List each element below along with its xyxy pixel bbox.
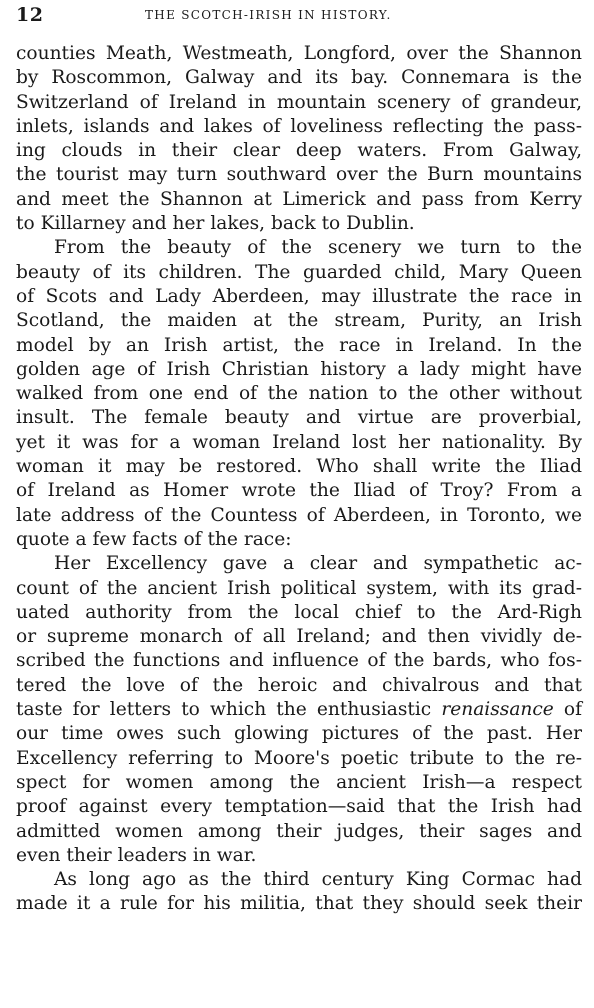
body-text bbox=[16, 42, 582, 917]
text-line: From the beauty of the scenery we turn to the bbox=[54, 237, 582, 259]
paragraph-3 bbox=[16, 552, 582, 868]
text-line: beauty of its children. The guarded child, Mary Queen bbox=[16, 261, 582, 283]
paragraph-2 bbox=[16, 236, 582, 552]
text-line: scribed the functions and influence of the bards, who fos- bbox=[16, 650, 582, 672]
text-line: proof against every temptation—said that the Irish had bbox=[16, 796, 582, 818]
text-line: the tourist may turn southward over the Burn mountains bbox=[16, 164, 582, 186]
italic-word: renaissance bbox=[441, 699, 554, 721]
text-line: admitted women among their judges, their sages and bbox=[16, 820, 582, 842]
paragraph-1 bbox=[16, 42, 582, 236]
text-line: inlets, islands and lakes of loveliness reflecting the pass- bbox=[16, 115, 582, 137]
page-number: 12 bbox=[16, 4, 44, 26]
text-line: even their leaders in war. bbox=[16, 844, 257, 866]
text-line: Excellency referring to Moore's poetic tribute to the re- bbox=[16, 747, 582, 769]
text-line: counties Meath, Westmeath, Longford, over the Shannon bbox=[16, 43, 582, 64]
text-line: by Roscommon, Galway and its bay. Connemara is the bbox=[16, 67, 582, 89]
text-line: count of the ancient Irish political system, with its grad- bbox=[16, 577, 582, 599]
text-line: uated authority from the local chief to the Ard-Righ bbox=[16, 601, 582, 623]
text-line: to Killarney and her lakes, back to Dublin. bbox=[16, 213, 415, 235]
text-line: of Scots and Lady Aberdeen, may illustrate the race in bbox=[16, 285, 582, 307]
text-line: Her Excellency gave a clear and sympathetic ac- bbox=[54, 553, 582, 575]
text-line: As long ago as the third century King Cormac had bbox=[54, 869, 582, 891]
text-line-with-italic bbox=[16, 698, 582, 722]
text-line: late address of the Countess of Aberdeen, in Toronto, we bbox=[16, 504, 582, 526]
text-segment: of bbox=[553, 699, 582, 721]
text-line: quote a few facts of the race: bbox=[16, 528, 292, 550]
text-line: golden age of Irish Christian history a lady might have bbox=[16, 358, 582, 380]
text-line: made it a rule for his militia, that they should seek their bbox=[16, 893, 582, 915]
text-line: spect for women among the ancient Irish—a respect bbox=[16, 771, 582, 793]
text-line: of Ireland as Homer wrote the Iliad of Troy? From a bbox=[16, 480, 582, 502]
page-header bbox=[0, 0, 594, 30]
text-line: our time owes such glowing pictures of the past. Her bbox=[16, 723, 582, 745]
text-line: Switzerland of Ireland in mountain scenery of grandeur, bbox=[16, 91, 582, 113]
text-line: Scotland, the maiden at the stream, Purity, an Irish bbox=[16, 310, 582, 332]
text-line: woman it may be restored. Who shall write the Iliad bbox=[16, 456, 582, 478]
text-line: tered the love of the heroic and chivalrous and that bbox=[16, 674, 582, 696]
text-line: walked from one end of the nation to the other without bbox=[16, 383, 582, 405]
text-line: or supreme monarch of all Ireland; and then vividly de- bbox=[16, 626, 582, 648]
text-line: and meet the Shannon at Limerick and pass from Kerry bbox=[16, 188, 582, 210]
text-line: insult. The female beauty and virtue are proverbial, bbox=[16, 407, 582, 429]
running-head: THE SCOTCH-IRISH IN HISTORY. bbox=[145, 8, 392, 22]
paragraph-4 bbox=[16, 868, 582, 917]
text-segment: taste for letters to which the enthusiastic bbox=[16, 699, 442, 721]
text-line: ing clouds in their clear deep waters. From Galway, bbox=[16, 140, 582, 162]
text-line: model by an Irish artist, the race in Ireland. In the bbox=[16, 334, 582, 356]
text-line: yet it was for a woman Ireland lost her nationality. By bbox=[16, 431, 582, 453]
